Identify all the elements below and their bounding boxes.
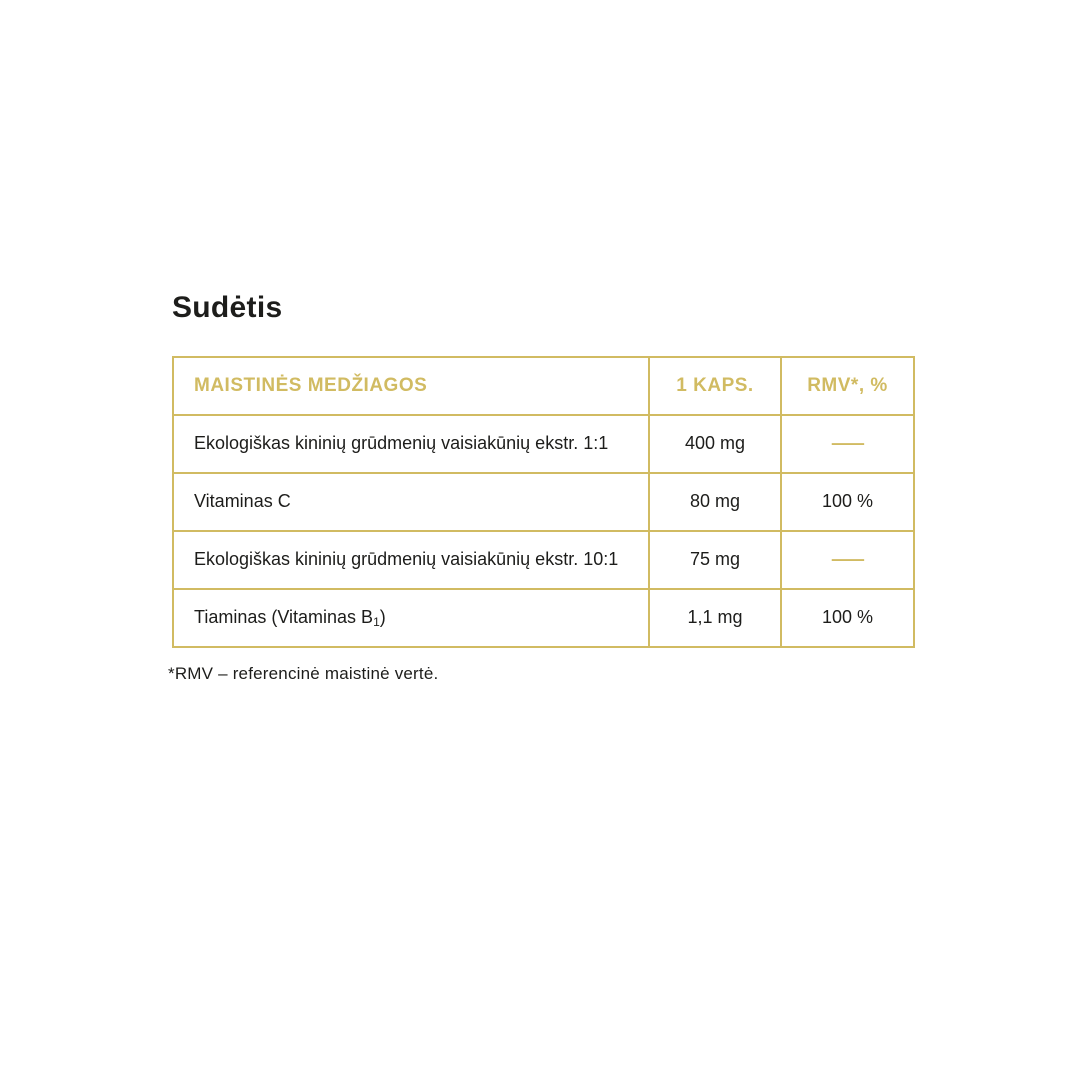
amount-cell bbox=[649, 589, 781, 647]
nutrient-name-cell bbox=[173, 473, 649, 531]
column-header-per-capsule: 1 KAPS. bbox=[649, 357, 781, 415]
amount-value: 1,1 mg bbox=[687, 607, 743, 628]
rmv-value: — bbox=[831, 433, 864, 454]
rmv-value: 100 % bbox=[821, 607, 874, 628]
amount-value: 75 mg bbox=[689, 549, 741, 570]
amount-value: 80 mg bbox=[689, 491, 741, 512]
nutrient-name: Vitaminas C bbox=[194, 491, 291, 512]
nutrition-table bbox=[172, 356, 915, 648]
nutrient-name-cell bbox=[173, 589, 649, 647]
column-header-nutrients: MAISTINĖS MEDŽIAGOS bbox=[173, 357, 649, 415]
table-row bbox=[173, 589, 914, 647]
rmv-cell bbox=[781, 473, 914, 531]
table-row bbox=[173, 415, 914, 473]
rmv-value: 100 % bbox=[821, 491, 874, 512]
amount-cell bbox=[649, 531, 781, 589]
nutrient-name-end: ) bbox=[379, 607, 386, 628]
rmv-cell bbox=[781, 589, 914, 647]
rmv-value: — bbox=[831, 549, 864, 570]
amount-cell bbox=[649, 415, 781, 473]
rmv-cell bbox=[781, 415, 914, 473]
nutrient-name: Tiaminas (Vitaminas B bbox=[194, 607, 374, 628]
footnote: *RMV – referencinė maistinė vertė. bbox=[168, 664, 439, 683]
page-title: Sudėtis bbox=[172, 291, 283, 324]
nutrient-name-cell bbox=[173, 531, 649, 589]
amount-value: 400 mg bbox=[684, 433, 746, 454]
table-row bbox=[173, 473, 914, 531]
nutrient-name-subscript: 1 bbox=[373, 615, 380, 630]
nutrient-name-cell bbox=[173, 415, 649, 473]
nutrient-name: Ekologiškas kininių grūdmenių vaisiakūnių ekstr. 10:1 bbox=[194, 549, 619, 570]
table-header-row bbox=[173, 357, 914, 415]
rmv-cell bbox=[781, 531, 914, 589]
nutrient-name: Ekologiškas kininių grūdmenių vaisiakūnių ekstr. 1:1 bbox=[194, 433, 609, 454]
table-row bbox=[173, 531, 914, 589]
column-header-rmv: RMV*, % bbox=[781, 357, 914, 415]
amount-cell bbox=[649, 473, 781, 531]
